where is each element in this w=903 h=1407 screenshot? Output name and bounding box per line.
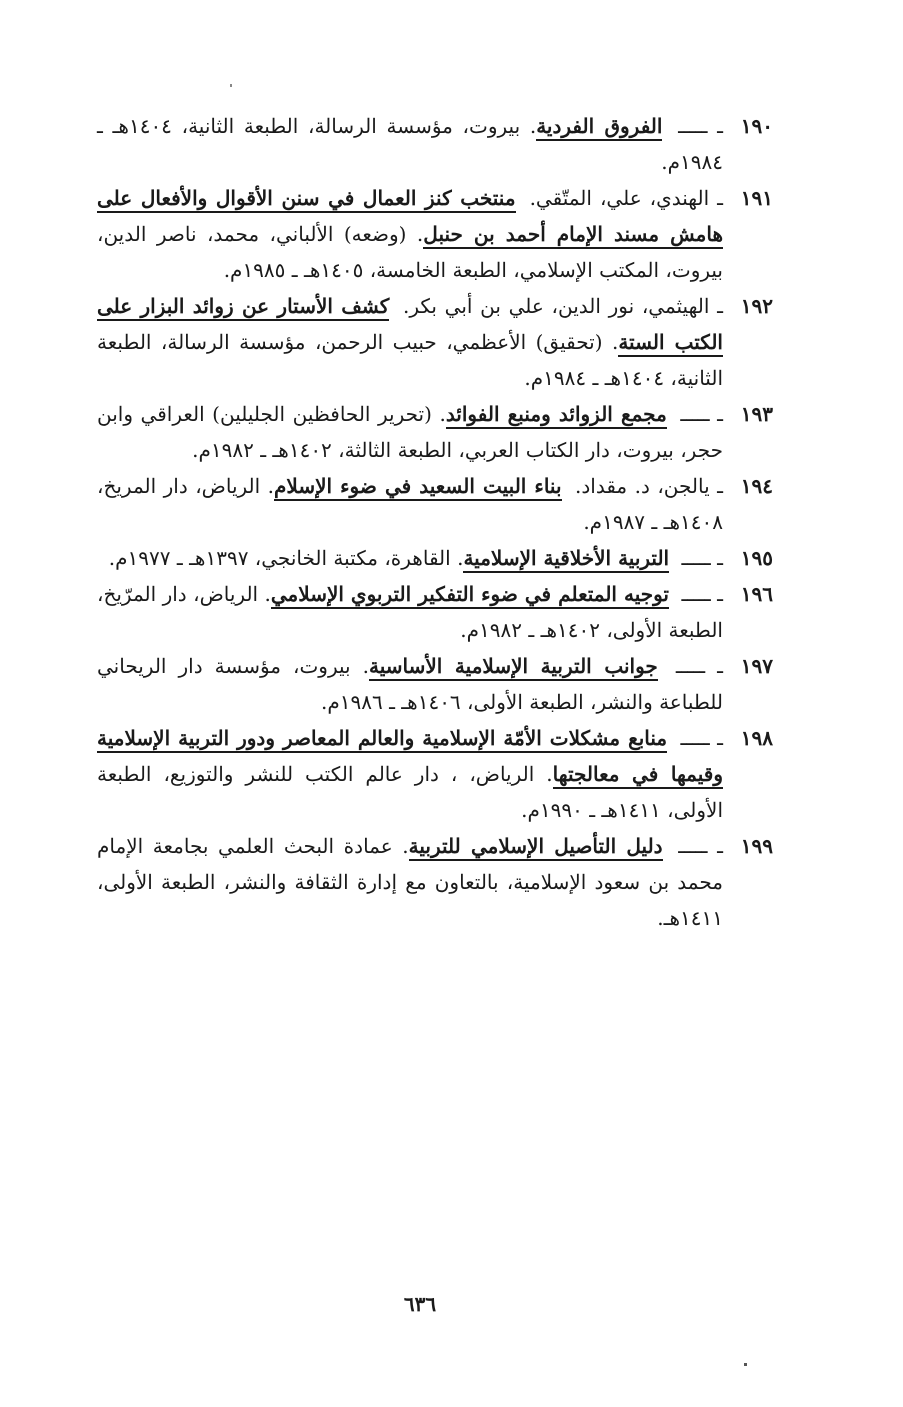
entry-details: . (تحرير الحافظين الجليلين) العراقي وابن حجر، بيروت، دار الكتاب العربي، الطبعة الثالثة، ١٤٠٢هـ ـ ١٩٨٢م. (97, 402, 723, 462)
entry-number: ١٩٨ (740, 726, 773, 750)
entry-title: توجيه المتعلم في ضوء التفكير التربوي الإسلامي (271, 582, 669, 609)
entry-title: جوانب التربية الإسلامية الأساسية (369, 654, 658, 681)
entry-author: ـ ـــــ (680, 402, 724, 426)
entry-details: . (تحقيق) الأعظمي، حبيب الرحمن، مؤسسة الرسالة، الطبعة الثانية، ١٤٠٤هـ ـ ١٩٨٤م. (97, 330, 723, 390)
bibliography-entry-199 (97, 828, 773, 936)
bibliography-entry-191 (97, 180, 773, 288)
entry-number: ١٩٥ (740, 546, 773, 570)
entry-title: منابع مشكلات الأمّة الإسلامية والعالم المعاصر ودور التربية الإسلامية وقيمها في معالجتها (97, 726, 723, 789)
entry-details: . بيروت، مؤسسة الرسالة، الطبعة الثانية، ١٤٠٤هـ ـ ١٩٨٤م. (97, 114, 723, 174)
entry-details: . الرياض، دار المرّيخ، الطبعة الأولى، ١٤٠٢هـ ـ ١٩٨٢م. (97, 582, 723, 642)
entry-number: ١٩٦ (740, 582, 774, 606)
entry-title: منتخب كنز العمال في سنن الأقوال والأفعال على هامش مسند الإمام أحمد بن حنبل (97, 186, 723, 249)
bibliography-entry-190 (97, 108, 773, 180)
entry-author: ـ ـــــ (680, 726, 723, 750)
entry-author: ـ الهيثمي، نور الدين، علي بن أبي بكر. (402, 294, 723, 318)
entry-title: التربية الأخلاقية الإسلامية (463, 546, 669, 573)
entry-number: ١٩٧ (740, 654, 773, 678)
entry-details: . الرياض، ، دار عالم الكتب للنشر والتوزيع، الطبعة الأولى، ١٤١١هـ ـ ١٩٩٠م. (97, 762, 723, 822)
entry-number: ١٩٣ (740, 402, 774, 426)
entry-details: . القاهرة، مكتبة الخانجي، ١٣٩٧هـ ـ ١٩٧٧م. (108, 546, 464, 570)
entry-details: . الرياض، دار المريخ، ١٤٠٨هـ ـ ١٩٨٧م. (97, 474, 723, 534)
entry-author: ـ يالجن، د. مقداد. (575, 474, 724, 498)
entry-title: مجمع الزوائد ومنبع الفوائد (446, 402, 667, 429)
entry-number: ١٩٠ (740, 114, 773, 138)
entry-number: ١٩٢ (740, 294, 773, 318)
entry-author: ـ ـــــ (678, 834, 723, 858)
entry-number: ١٩٤ (740, 474, 774, 498)
entry-author: ـ الهندي، علي، المتّقي. (529, 186, 724, 210)
bibliography-entry-197 (97, 648, 773, 720)
bibliography-entry-195 (97, 540, 773, 576)
entry-title: بناء البيت السعيد في ضوء الإسلام (274, 474, 561, 501)
entry-title: كشف الأستار عن زوائد البزار على الكتب الستة (97, 294, 723, 357)
bibliography-entry-192 (97, 288, 773, 396)
entry-author: ـ ـــــ (681, 582, 724, 606)
entry-number: ١٩٩ (740, 834, 773, 858)
scan-speck (230, 84, 232, 87)
entry-number: ١٩١ (740, 186, 774, 210)
bibliography-entry-194 (97, 468, 773, 540)
entry-details: . (وضعه) الألباني، محمد، ناصر الدين، بيروت، المكتب الإسلامي، الطبعة الخامسة، ١٤٠٥هـ ـ ١٩٨٥م. (97, 222, 723, 282)
entry-details: . بيروت، مؤسسة دار الريحاني للطباعة والنشر، الطبعة الأولى، ١٤٠٦هـ ـ ١٩٨٦م. (97, 654, 723, 714)
entry-author: ـ ـــــ (675, 654, 723, 678)
bibliography-entry-193 (97, 396, 773, 468)
entry-details: . عمادة البحث العلمي بجامعة الإمام محمد بن سعود الإسلامية، بالتعاون مع إدارة الثقافة والنشر، الطبعة الأولى، ١٤١١هـ. (97, 834, 723, 930)
entry-author: ـ ـــــ (681, 546, 723, 570)
scan-speck (744, 1363, 747, 1366)
bibliography-entry-198 (97, 720, 773, 828)
entry-title: الفروق الفردية (536, 114, 662, 141)
page-number: ٦٣٦ (403, 1292, 437, 1316)
entry-author: ـ ـــــ (678, 114, 723, 138)
bibliography-entry-196 (97, 576, 773, 648)
bibliography-list (97, 108, 773, 936)
entry-title: دليل التأصيل الإسلامي للتربية (409, 834, 663, 861)
